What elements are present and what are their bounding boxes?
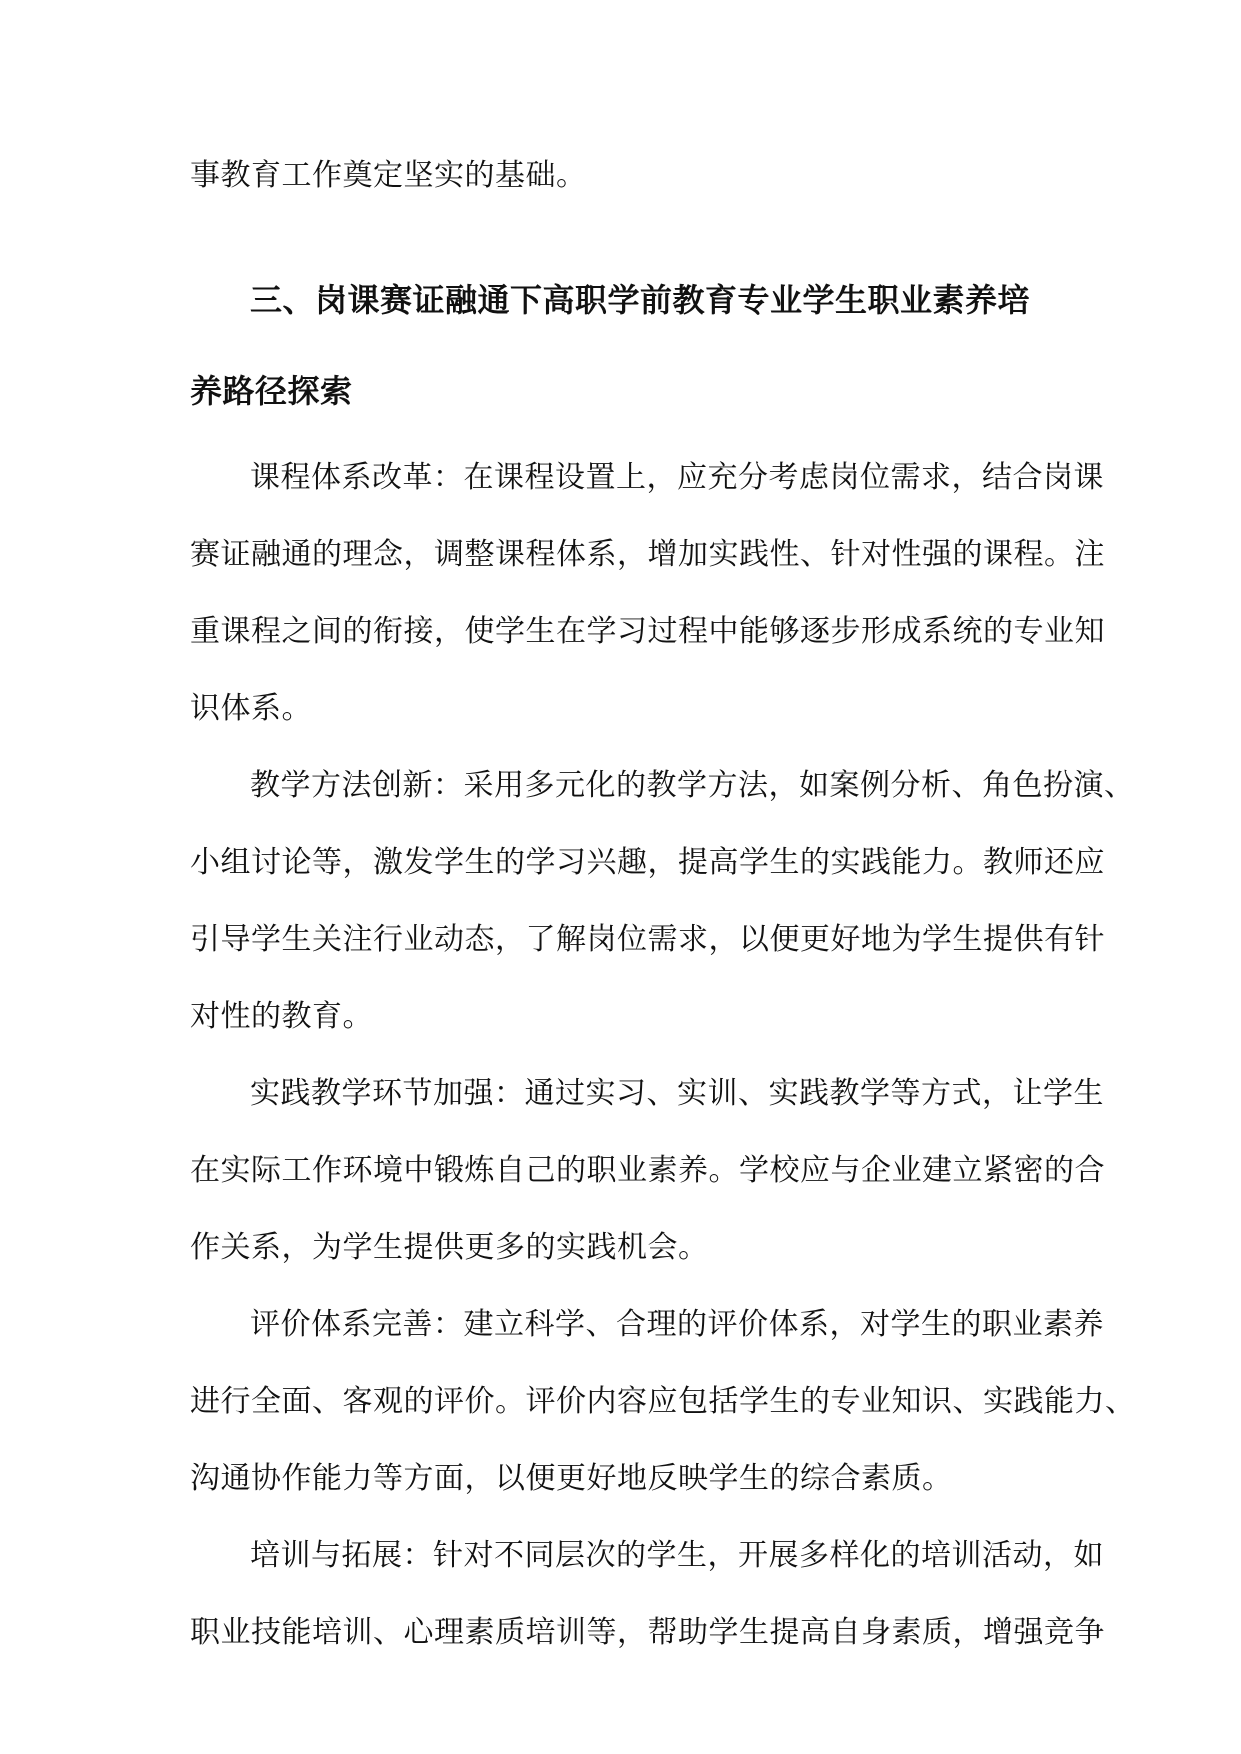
- continuation-line: 事教育工作奠定坚实的基础。: [190, 158, 587, 193]
- paragraph-teaching-method: [190, 747, 1135, 1055]
- paragraph-line: 进行全面、客观的评价。评价内容应包括学生的专业知识、实践能力、: [190, 1384, 1136, 1419]
- paragraph-evaluation-system: [190, 1286, 1136, 1517]
- paragraph-line: 在实际工作环境中锻炼自己的职业素养。学校应与企业建立紧密的合: [190, 1153, 1105, 1188]
- paragraph-line: 教学方法创新：采用多元化的教学方法，如案例分析、角色扮演、: [250, 768, 1135, 803]
- document-body: [190, 137, 1136, 1671]
- paragraph-practice-teaching: [190, 1055, 1105, 1286]
- paragraph-line: 课程体系改革：在课程设置上，应充分考虑岗位需求，结合岗课: [250, 460, 1104, 495]
- paragraph-line: 识体系。: [190, 691, 312, 726]
- paragraph-line: 实践教学环节加强：通过实习、实训、实践教学等方式，让学生: [250, 1076, 1104, 1111]
- paragraph-training-expansion: [190, 1517, 1105, 1671]
- paragraph-line: 沟通协作能力等方面，以便更好地反映学生的综合素质。: [190, 1461, 953, 1496]
- paragraph-line: 评价体系完善：建立科学、合理的评价体系，对学生的职业素养: [250, 1307, 1104, 1342]
- paragraph-line: 作关系，为学生提供更多的实践机会。: [190, 1230, 709, 1265]
- paragraph-line: 赛证融通的理念，调整课程体系，增加实践性、针对性强的课程。注: [190, 537, 1105, 572]
- paragraph-line: 重课程之间的衔接，使学生在学习过程中能够逐步形成系统的专业知: [190, 614, 1105, 649]
- section-heading-line-1: 三、岗课赛证融通下高职学前教育专业学生职业素养培: [250, 281, 1031, 319]
- section-heading-line-2: 养路径探索: [190, 372, 353, 410]
- paragraph-line: 职业技能培训、心理素质培训等，帮助学生提高自身素质，增强竞争: [190, 1615, 1105, 1650]
- paragraph-line: 小组讨论等，激发学生的学习兴趣，提高学生的实践能力。教师还应: [190, 845, 1105, 880]
- paragraph-line: 对性的教育。: [190, 999, 373, 1034]
- paragraph-line: 培训与拓展：针对不同层次的学生，开展多样化的培训活动，如: [250, 1538, 1104, 1573]
- paragraph-course-system: [190, 439, 1105, 747]
- paragraph-line: 引导学生关注行业动态，了解岗位需求，以便更好地为学生提供有针: [190, 922, 1105, 957]
